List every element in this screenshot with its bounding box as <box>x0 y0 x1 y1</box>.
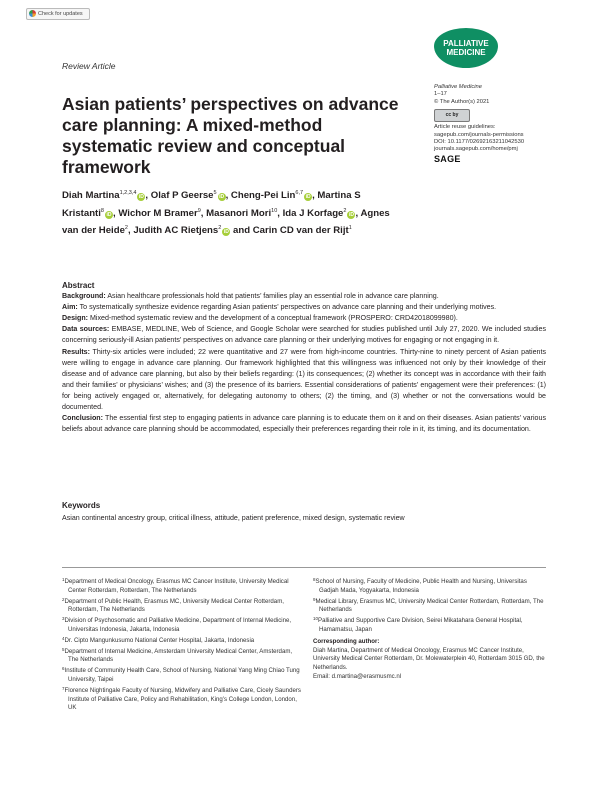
crossmark-icon <box>29 10 36 17</box>
abstract-label: Data sources: <box>62 325 110 334</box>
author-name: and Carin CD van der Rijt <box>233 225 349 236</box>
affiliation-number: 2 <box>62 596 65 602</box>
affiliation-text: Department of Public Health, Erasmus MC, University Medical Center Rotterdam, Rotterdam, The Netherlands <box>64 597 284 614</box>
author-name: Diah Martina <box>62 190 120 201</box>
abstract-paragraph <box>62 313 546 324</box>
article-type: Review Article <box>62 61 116 71</box>
author-name: Masanori Mori <box>206 207 272 219</box>
orcid-icon[interactable]: iD <box>305 194 311 200</box>
abstract-label: Design: <box>62 314 89 323</box>
affiliation-text: Palliative and Supportive Care Division, Seirei Mikatahara General Hospital, Hamamatsu, Japan <box>318 617 523 633</box>
abstract-text: To systematically synthesize evidence regarding Asian patients’ perspectives on advance care planning and their underlying motives. <box>77 303 497 312</box>
abstract-paragraph <box>62 324 546 346</box>
journal-logo <box>434 28 498 68</box>
affiliation-item <box>62 596 302 616</box>
abstract-paragraph <box>62 347 546 414</box>
author-name: Cheng-Pei Lin <box>230 190 296 201</box>
affiliation-item <box>313 615 547 635</box>
author-affiliation-marker: 1 <box>348 225 352 231</box>
abstract-paragraph <box>62 302 546 313</box>
reuse-label: Article reuse guidelines: <box>434 124 496 131</box>
affiliation-item <box>313 596 547 616</box>
orcid-icon[interactable]: iD <box>219 194 225 200</box>
abstract-text: Mixed-method systematic review and the development of a conceptual framework (PROSPERO: CRD42018099980). <box>88 314 458 323</box>
abstract-label: Aim: <box>62 303 78 312</box>
affiliation-text: Institute of Community Health Care, School of Nursing, National Yang Ming Chiao Tung University, Taipei <box>64 667 300 683</box>
orcid-icon[interactable]: iD <box>348 211 354 218</box>
abstract-text: Thirty-six articles were included; 22 were quantitative and 27 were from high-income countries. Thirty-nine to ninety percent of Asian patients were willing to engage in advance care planning. Our framework highlighted that this willingness was influenced not only by their knowledge of their disease and of advance care planning, but also by their beliefs regarding: (1) its consequences; (2) whether its concept was in accordance with their faith and their families’ or physicians’ wishes; and (3) the presence of its barriers. Essential considerations of patients’ engagement were their preferences: (1) for being actively engaged or, alternatively, for delegating autonomy to others; (2) the timing, and (3) whether or not the conversations would be documented. <box>62 347 546 412</box>
author-list: Diah Martina$^{1,2,3,4}$iD , Olaf P Geerse$^5$iD , Cheng-Pei Lin$^{6,7}$iD , Martina S Kristanti$^8$iD , Wichor M Bramer$^9$, Masanori Mori$^{10}$, Ida J Korfage$^2$iD , Agnes van der Heide$^2$, Judith AC Rietjens$^2$iD and Carin CD van der Rijt$^1$ <box>62 190 390 236</box>
corresponding-author <box>313 638 547 682</box>
abstract-label: Results: <box>62 347 90 356</box>
journal-logo-line2: MEDICINE <box>446 48 486 57</box>
page-range: 1–17 <box>434 91 447 98</box>
affiliation-item <box>62 646 302 666</box>
abstract-heading: Abstract <box>62 281 95 290</box>
author-name: Judith AC Rietjens <box>133 225 219 236</box>
abstract-paragraph <box>62 291 546 302</box>
affiliation-text: Division of Psychosomatic and Palliative Medicine, Department of Internal Medicine, Universitas Indonesia, Jakarta, Indonesia <box>64 617 292 633</box>
keywords-text: Asian continental ancestry group, critical illness, attitude, patient preference, mixed design, systematic review <box>62 514 405 522</box>
journal-name: Palliative Medicine <box>434 84 483 90</box>
author-affiliation-marker: 2 <box>343 207 347 214</box>
affiliation-item <box>62 665 302 685</box>
abstract <box>62 280 546 435</box>
cc-by-license-icon[interactable]: cc by <box>434 109 470 122</box>
abstract-text: Asian healthcare professionals hold that patients’ families play an essential role in advance care planning. <box>105 292 439 301</box>
abstract-body <box>62 291 546 435</box>
affiliation-number: 8 <box>313 577 316 582</box>
affiliation-number: 7 <box>62 685 65 691</box>
journal-url-link[interactable]: journals.sagepub.com/home/pmj <box>434 146 518 153</box>
author-name: Olaf P Geerse <box>150 190 214 201</box>
author-affiliation-marker: 2 <box>218 225 222 231</box>
author-affiliation-marker: 9 <box>197 207 201 214</box>
abstract-label: Background: <box>62 292 106 301</box>
affiliation-item <box>313 576 547 596</box>
sage-logo: SAGE <box>434 153 461 164</box>
affiliations-left <box>62 576 302 713</box>
journal-logo-line1: PALLIATIVE <box>443 39 489 48</box>
affiliation-number: 6 <box>62 666 65 672</box>
affiliation-number: 4 <box>62 635 65 641</box>
affiliation-text: School of Nursing, Faculty of Medicine, Public Health and Nursing, Universitas Gadjah Mada, Yogyakarta, Indonesia <box>315 578 527 594</box>
author-affiliation-marker: 2 <box>124 225 128 231</box>
author-affiliation-marker: 10 <box>271 207 278 214</box>
keywords-section <box>62 500 546 524</box>
affiliation-number: 10 <box>313 616 319 622</box>
journal-info <box>434 84 554 163</box>
abstract-paragraph <box>62 413 546 435</box>
author-name: Wichor M Bramer <box>118 207 198 219</box>
reuse-link[interactable]: sagepub.com/journals-permissions <box>434 131 524 138</box>
corresponding-author-title: Corresponding author: <box>313 637 380 645</box>
author-affiliation-marker: 1,2,3,4 <box>119 190 137 196</box>
check-for-updates-badge[interactable] <box>26 8 90 20</box>
affiliation-number: 1 <box>62 577 65 582</box>
author-affiliation-marker: 6,7 <box>295 190 304 196</box>
affiliation-text: Department of Internal Medicine, Amsterdam University Medical Center, Amsterdam, The Netherlands <box>64 647 293 664</box>
orcid-icon[interactable]: iD <box>106 211 112 218</box>
affiliation-item <box>62 635 302 646</box>
affiliation-text: Florence Nightingale Faculty of Nursing, Midwifery and Palliative Care, Cicely Saunders Institute of Palliative Care, Policy and Rehabilitation, King’s College London, London, UK <box>64 686 301 712</box>
affiliation-item <box>62 576 302 596</box>
abstract-text: The essential first step to engaging patients in advance care planning is to educate them on it and on their diseases. Asian patients’ various beliefs about advance care planning should be accommodated, especially their preferences regarding their role in it, its timing, and its documentation. <box>62 414 546 434</box>
affiliations-right <box>313 576 547 682</box>
affiliation-text: Department of Medical Oncology, Erasmus MC Cancer Institute, University Medical Center Rotterdam, Rotterdam, The Netherlands <box>64 578 289 594</box>
doi-link[interactable]: DOI: 10.1177/02692163211042530 <box>434 139 525 146</box>
footnote-divider <box>62 567 546 568</box>
orcid-icon[interactable]: iD <box>138 194 144 200</box>
copyright: © The Author(s) 2021 <box>434 98 490 105</box>
affiliation-item <box>62 685 302 713</box>
affiliation-text: Dr. Cipto Mangunkusumo National Center Hospital, Jakarta, Indonesia <box>64 636 255 644</box>
author-name: Martina S Kristanti <box>62 190 361 219</box>
author-affiliation-marker: 8 <box>100 207 104 214</box>
abstract-label: Conclusion: <box>62 414 103 423</box>
affiliation-number: 9 <box>313 596 316 602</box>
corresponding-author-email[interactable]: Email: d.martina@erasmusmc.nl <box>313 672 402 680</box>
affiliation-text: Medical Library, Erasmus MC, University Medical Center Rotterdam, Rotterdam, The Netherlands <box>315 597 544 614</box>
affiliation-number: 3 <box>62 616 65 622</box>
corresponding-author-details: Diah Martina, Department of Medical Oncology, Erasmus MC Cancer Institute, University Medical Center Rotterdam, Dr. Molewaterplein 40, Rotterdam 3015 GD, the Netherlands. <box>313 646 545 672</box>
author-name: Ida J Korfage <box>282 207 344 219</box>
abstract-text: EMBASE, MEDLINE, Web of Science, and Google Scholar were searched for studies published until July 27, 2020. We included studies concerning seriously-ill Asian patients’ perspectives on advance care planning or their underlying motives for engaging or not engaging in it. <box>62 325 546 345</box>
affiliation-number: 5 <box>62 646 65 652</box>
affiliation-item <box>62 615 302 635</box>
article-title: Asian patients’ perspectives on advance care planning: A mixed-method systematic review and conceptual framework <box>62 94 399 177</box>
keywords-heading: Keywords <box>62 501 101 510</box>
author-affiliation-marker: 5 <box>213 190 217 196</box>
check-for-updates-label: Check for updates <box>38 11 83 17</box>
orcid-icon[interactable]: iD <box>223 229 229 235</box>
author-name: Agnes van der Heide <box>62 207 390 236</box>
